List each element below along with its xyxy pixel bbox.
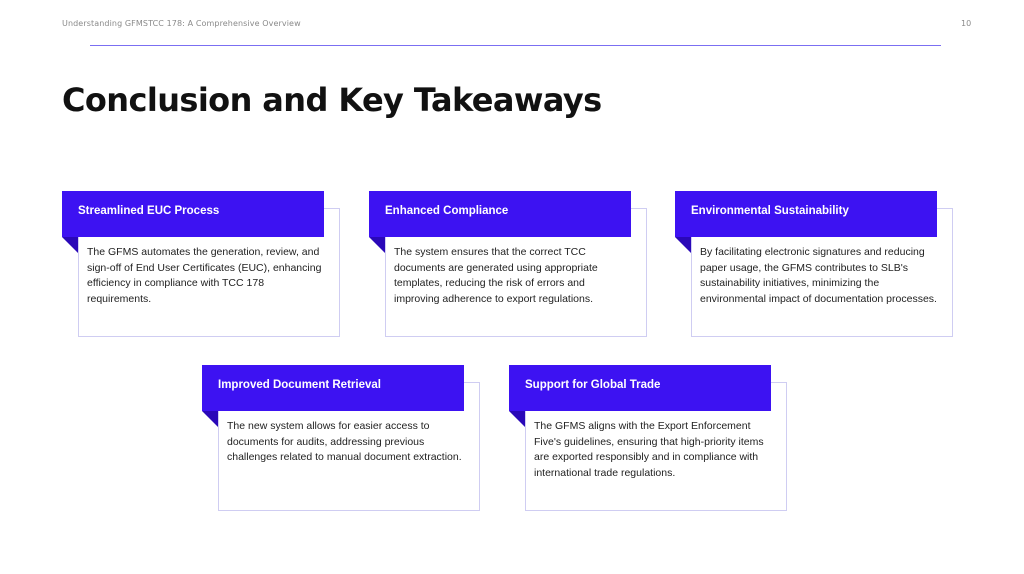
slide-title: Conclusion and Key Takeaways xyxy=(62,81,602,119)
card-title-tab: Support for Global Trade xyxy=(509,365,771,411)
card-body: The new system allows for easier access to documents for audits, addressing previous challenges related to manual document extraction. xyxy=(227,420,462,463)
card-fold xyxy=(62,237,78,253)
card-fold xyxy=(675,237,691,253)
takeaway-card xyxy=(369,191,647,337)
card-body: By facilitating electronic signatures and reducing paper usage, the GFMS contributes to SLB's sustainability initiatives, minimizing the environmental impact of documentation processes. xyxy=(700,246,937,305)
header-deck-title: Understanding GFMSTCC 178: A Comprehensive Overview xyxy=(62,19,301,28)
card-title-tab: Environmental Sustainability xyxy=(675,191,937,237)
card-body: The system ensures that the correct TCC documents are generated using appropriate templates, reducing the risk of errors and improving adherence to export regulations. xyxy=(394,246,598,305)
takeaway-card xyxy=(62,191,340,337)
header-page-number: 10 xyxy=(961,19,972,28)
header-divider xyxy=(90,45,941,46)
card-fold xyxy=(369,237,385,253)
takeaway-card xyxy=(675,191,953,337)
card-title-tab: Streamlined EUC Process xyxy=(62,191,324,237)
card-fold xyxy=(202,411,218,427)
card-body: The GFMS automates the generation, review, and sign-off of End User Certificates (EUC), enhancing efficiency in compliance with TCC 178 requirements. xyxy=(87,246,322,305)
card-title-tab: Enhanced Compliance xyxy=(369,191,631,237)
card-title-tab: Improved Document Retrieval xyxy=(202,365,464,411)
takeaway-card xyxy=(202,365,480,511)
card-fold xyxy=(509,411,525,427)
card-body: The GFMS aligns with the Export Enforcement Five's guidelines, ensuring that high-priority items are exported responsibly and in compliance with international trade regulations. xyxy=(534,420,764,479)
takeaway-card xyxy=(509,365,787,511)
